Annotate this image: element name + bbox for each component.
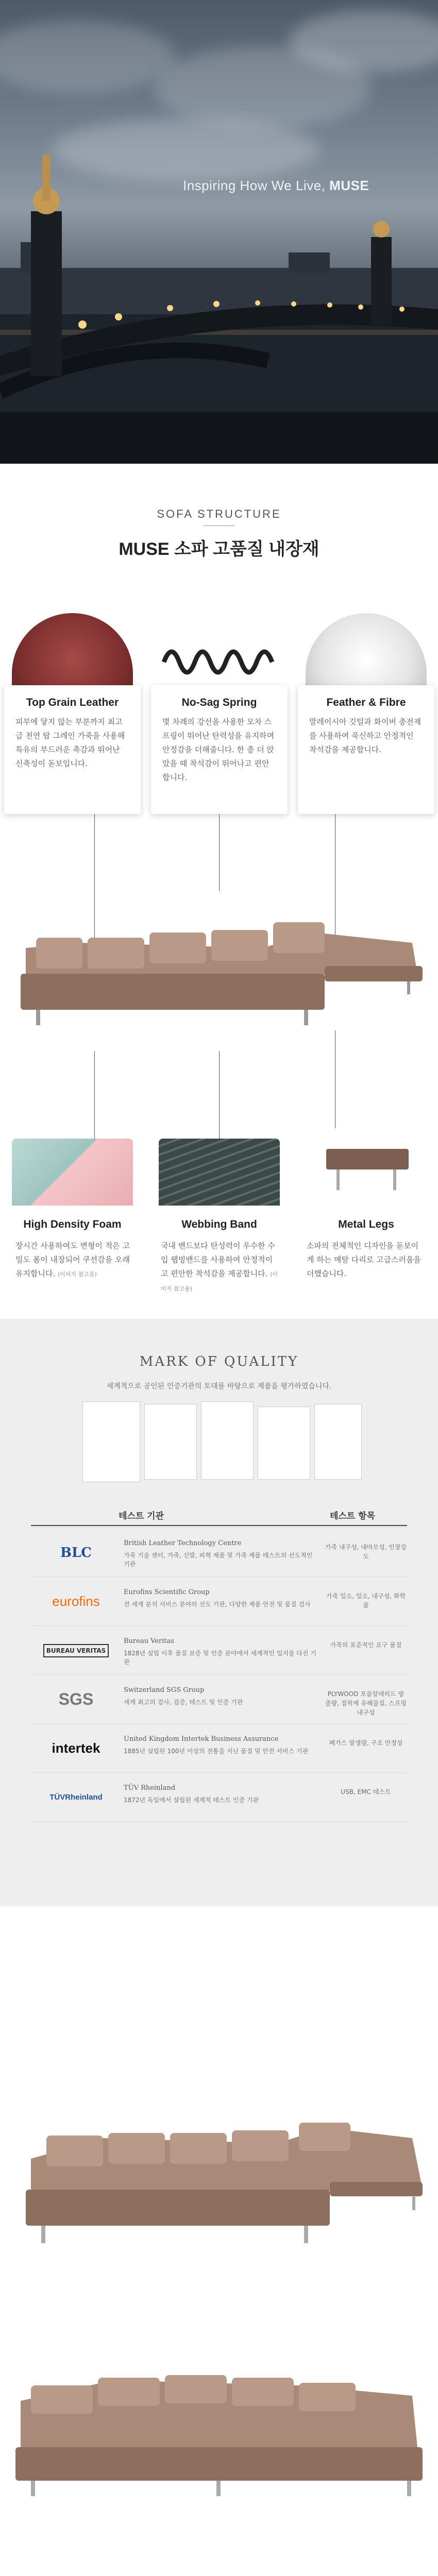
certificate-image	[258, 1406, 310, 1480]
feature-desc: 몇 차례의 강선을 사용한 모차 스프링이 뛰어난 탄력성을 유지하며 안정감을 더해줍니다. 한 층 더 앉았을 때 착석감이 뛰어나고 편안합니다.	[162, 717, 275, 782]
bureau-veritas-logo: BUREAU VERITAS	[31, 1626, 121, 1675]
eurofins-logo: eurofins	[52, 1594, 100, 1609]
blc-logo: BLC	[60, 1545, 92, 1561]
org-desc: 1885년 설립된 100년 이상의 전통을 지닌 품질 및 안전 서비스 기관	[124, 1748, 309, 1755]
org-name: United Kingdom Intertek Business Assurance	[124, 1735, 279, 1743]
test-item: 폐가스 발생량, 구조 안정성	[329, 1739, 403, 1747]
structure-title: MUSE 소파 고품질 내장재	[119, 539, 319, 559]
feature-name: Webbing Band	[181, 1218, 257, 1230]
certificate-image	[82, 1401, 140, 1482]
org-desc: 가죽 기술 센터, 가죽, 신발, 피혁 제품 및 가죽 제품 테스트의 선도적인 기관	[124, 1552, 313, 1568]
spring-image	[159, 613, 280, 690]
org-desc: 1872년 독일에서 설립된 세계적 테스트 인증 기관	[124, 1797, 259, 1804]
column-header-org: 테스트 기관	[119, 1511, 164, 1521]
tuv-logo: TÜVRheinland	[49, 1793, 103, 1802]
connector-line	[219, 1051, 220, 1139]
test-item: 가죽 내구성, 내마모성, 인장강도	[325, 1544, 407, 1560]
webbing-image	[159, 1139, 280, 1206]
hero-tagline-text: Inspiring How We Live,	[183, 178, 326, 193]
hero-brand: MUSE	[329, 178, 369, 193]
test-item: 가죽의 표준적인 요구 품질	[330, 1641, 402, 1649]
test-item: USB, EMC 테스트	[341, 1788, 391, 1795]
leather-swatch-image	[12, 613, 133, 690]
feature-desc-text: 장시간 사용하여도 변형이 적은 고밀도 폼이 내장되어 쿠션감을 오래 유지합니다.	[15, 1241, 130, 1278]
feature-name: High Density Foam	[23, 1218, 122, 1230]
org-name: British Leather Technology Centre	[124, 1539, 242, 1547]
feature-card-spring	[151, 685, 288, 814]
feature-desc: 말레이시아 깃털과 화이버 충전재를 사용하여 푹신하고 안정적인 착석감을 제공합니다.	[309, 717, 422, 754]
org-name: TÜV Rheinland	[124, 1784, 176, 1792]
quality-subtitle: 세계적으로 공인된 인증기관의 토대를 바탕으로 제품을 평가하였습니다.	[106, 1382, 332, 1391]
table-row	[31, 1723, 407, 1773]
certificate-image	[144, 1404, 197, 1480]
org-desc: 세계 최고의 검사, 검증, 테스트 및 인증 기관	[124, 1699, 243, 1706]
table-row	[31, 1625, 407, 1675]
metal-leg-image	[306, 1139, 427, 1206]
table-row	[31, 1577, 407, 1626]
feature-desc-text: 국내 밴드보다 탄성력이 우수한 수입 웹빙밴드를 사용하여 안정적이고 편안한 착석감을 제공합니다.	[161, 1241, 275, 1278]
feature-name: No-Sag Spring	[181, 697, 257, 708]
foam-image	[12, 1139, 133, 1206]
feature-desc-text: 소파의 전체적인 디자인을 돋보이게 하는 메탈 다리로 고급스러움을 더했습니다.	[307, 1241, 421, 1278]
feature-desc: 피부에 닿지 않는 부분까지 최고급 천연 탑 그레인 가죽을 사용해 특유의 부드러운 촉감과 뛰어난 신축성이 돋보입니다.	[15, 717, 125, 768]
test-item: PLYWOOD 포름알데히드 방출량, 접착제 유해물질, 스프링 내구성	[325, 1690, 407, 1716]
table-header-rule	[31, 1525, 407, 1526]
sofa-diagram-image	[5, 871, 433, 1056]
sofa-photo-1	[10, 2081, 428, 2277]
table-row	[31, 1772, 407, 1822]
connector-line	[94, 1051, 95, 1139]
feature-desc	[15, 1239, 134, 1281]
hero-banner	[0, 0, 438, 464]
feature-name: Top Grain Leather	[26, 697, 119, 708]
quality-title: MARK OF QUALITY	[139, 1354, 299, 1369]
column-header-item: 테스트 항목	[330, 1511, 376, 1521]
feature-note: (이미지 참고용)	[161, 1271, 278, 1292]
feather-image	[306, 613, 427, 690]
org-name: Switzerland SGS Group	[124, 1686, 205, 1694]
org-name: Bureau Veritas	[124, 1637, 174, 1645]
feature-note: (이미지 참고용)	[58, 1271, 97, 1278]
table-row	[31, 1528, 407, 1577]
table-row	[31, 1674, 407, 1724]
intertek-logo: intertek	[52, 1740, 100, 1756]
feature-name: Metal Legs	[338, 1218, 394, 1230]
feature-card-feather	[298, 685, 434, 814]
feature-card-leather	[4, 685, 141, 814]
org-desc: 전 세계 분석 서비스 분야의 선도 기관, 다양한 제품 안전 및 품질 검사	[124, 1601, 311, 1608]
test-item: 가죽 일소, 일소, 내구성, 화학품	[326, 1592, 406, 1609]
feature-desc	[161, 1239, 279, 1296]
feature-desc	[307, 1239, 425, 1281]
certificate-image	[314, 1404, 362, 1480]
sofa-photo-2	[10, 2329, 428, 2524]
sgs-logo: SGS	[58, 1690, 94, 1708]
org-name: Eurofins Scientific Group	[124, 1588, 210, 1596]
bridge-scene-image	[0, 0, 438, 464]
certificate-image	[201, 1401, 254, 1480]
org-desc: 1828년 설립 이후 품질 보증 및 인증 분야에서 세계적인 입지를 다진 기관	[124, 1650, 316, 1666]
structure-subtitle: SOFA STRUCTURE	[157, 507, 281, 520]
hero-tagline	[183, 178, 369, 194]
feature-name: Feather & Fibre	[326, 697, 406, 708]
